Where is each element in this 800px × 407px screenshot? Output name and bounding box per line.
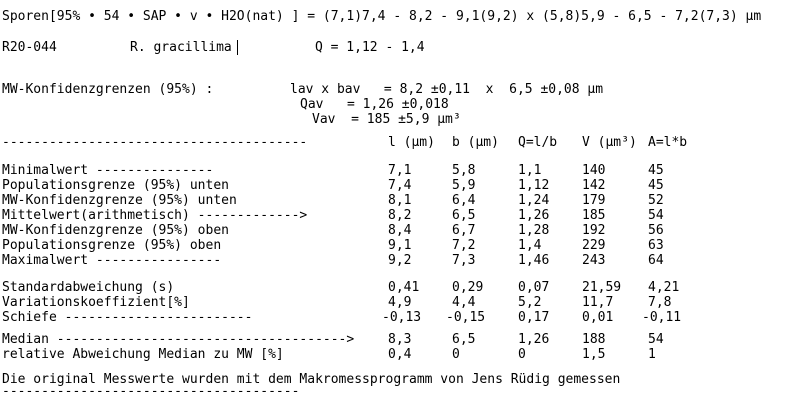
table-cell: 7,2 (452, 238, 476, 253)
table-cell: 8,3 (388, 332, 412, 347)
table-cell: 0,07 (518, 280, 550, 295)
table-row-label: Maximalwert ---------------- (2, 253, 222, 268)
table-header-divider: --------------------------------------- (2, 135, 308, 150)
table-cell: 1 (648, 347, 656, 362)
table-cell: 45 (648, 163, 664, 178)
table-cell: 21,59 (582, 280, 622, 295)
column-header-length: l (µm) (388, 135, 435, 150)
spore-formula: Sporen[95% • 54 • SAP • v • H2O(nat) ] = (7,1)7,4 - 8,2 - 9,1(9,2) x (5,8)5,9 - 6,5 - 7,2(7,3) µm (2, 9, 762, 24)
table-row-label: Standardabweichung (s) (2, 280, 175, 295)
table-cell: 7,8 (648, 295, 672, 310)
table-cell: 142 (582, 178, 606, 193)
table-cell: 7,4 (388, 178, 412, 193)
table-row-label: Schiefe ------------------------ (2, 310, 253, 325)
table-row-label: relative Abweichung Median zu MW [%] (2, 347, 284, 362)
table-cell: 54 (648, 332, 664, 347)
footer-note: Die original Messwerte wurden mit dem Makromessprogramm von Jens Rüdig gemessen (2, 372, 621, 387)
table-cell: 9,2 (388, 253, 412, 268)
table-cell: 0,01 (582, 310, 614, 325)
table-cell: 229 (582, 238, 606, 253)
column-header-width: b (µm) (452, 135, 499, 150)
table-cell: 243 (582, 253, 606, 268)
text-cursor (237, 40, 238, 55)
column-header-ratio: Q=l/b (518, 135, 558, 150)
table-cell: 7,1 (388, 163, 412, 178)
q-range: Q = 1,12 - 1,4 (315, 40, 425, 55)
table-cell: 0 (518, 347, 526, 362)
confidence-label: MW-Konfidenzgrenzen (95%) : (2, 82, 214, 97)
table-cell: 5,9 (452, 178, 476, 193)
table-cell: 5,2 (518, 295, 542, 310)
table-cell: 179 (582, 193, 606, 208)
confidence-qav: Qav = 1,26 ±0,018 (300, 97, 449, 112)
table-row-label: MW-Konfidenzgrenze (95%) unten (2, 193, 237, 208)
table-cell: 1,4 (518, 238, 542, 253)
table-cell: 56 (648, 223, 664, 238)
sample-id: R20-044 (2, 40, 57, 55)
table-cell: 8,1 (388, 193, 412, 208)
table-cell: 1,26 (518, 332, 550, 347)
table-cell: 63 (648, 238, 664, 253)
table-row-label: MW-Konfidenzgrenze (95%) oben (2, 223, 229, 238)
table-row-label: Populationsgrenze (95%) unten (2, 178, 229, 193)
table-cell: 0,4 (388, 347, 412, 362)
table-cell: 8,2 (388, 208, 412, 223)
table-cell: -0,13 (382, 310, 422, 325)
column-header-volume: V (µm³) (582, 135, 637, 150)
column-header-area: A=l*b (648, 135, 688, 150)
confidence-lav-bav: lav x bav = 8,2 ±0,11 x 6,5 ±0,08 µm (290, 82, 604, 97)
table-row-label: Minimalwert --------------- (2, 163, 214, 178)
table-cell: 5,8 (452, 163, 476, 178)
table-cell: -0,15 (446, 310, 486, 325)
table-cell: 1,1 (518, 163, 542, 178)
table-cell: 1,5 (582, 347, 606, 362)
confidence-vav: Vav = 185 ±5,9 µm³ (312, 112, 461, 127)
table-cell: 0 (452, 347, 460, 362)
table-cell: 54 (648, 208, 664, 223)
table-cell: 1,26 (518, 208, 550, 223)
table-cell: 4,9 (388, 295, 412, 310)
table-cell: 1,12 (518, 178, 550, 193)
table-cell: 11,7 (582, 295, 614, 310)
table-cell: 64 (648, 253, 664, 268)
table-cell: 0,29 (452, 280, 484, 295)
table-cell: 9,1 (388, 238, 412, 253)
footer-underline: -------------------------------------- (2, 384, 300, 399)
table-cell: 0,41 (388, 280, 420, 295)
table-cell: 188 (582, 332, 606, 347)
table-row-label: Populationsgrenze (95%) oben (2, 238, 222, 253)
table-cell: 192 (582, 223, 606, 238)
table-row-label: Mittelwert(arithmetisch) -------------> (2, 208, 308, 223)
table-cell: 7,3 (452, 253, 476, 268)
table-cell: 6,4 (452, 193, 476, 208)
table-cell: 45 (648, 178, 664, 193)
table-row-label: Variationskoeffizient[%] (2, 295, 190, 310)
table-cell: 4,21 (648, 280, 680, 295)
table-cell: 1,28 (518, 223, 550, 238)
table-cell: 6,7 (452, 223, 476, 238)
table-cell: 1,24 (518, 193, 550, 208)
table-cell: -0,11 (642, 310, 682, 325)
table-cell: 4,4 (452, 295, 476, 310)
table-cell: 6,5 (452, 332, 476, 347)
species-name-field[interactable]: R. gracillima (130, 40, 232, 55)
table-row-label: Median -------------------------------------> (2, 332, 355, 347)
table-cell: 140 (582, 163, 606, 178)
table-cell: 52 (648, 193, 664, 208)
table-cell: 8,4 (388, 223, 412, 238)
table-cell: 1,46 (518, 253, 550, 268)
table-cell: 0,17 (518, 310, 550, 325)
table-cell: 6,5 (452, 208, 476, 223)
table-cell: 185 (582, 208, 606, 223)
